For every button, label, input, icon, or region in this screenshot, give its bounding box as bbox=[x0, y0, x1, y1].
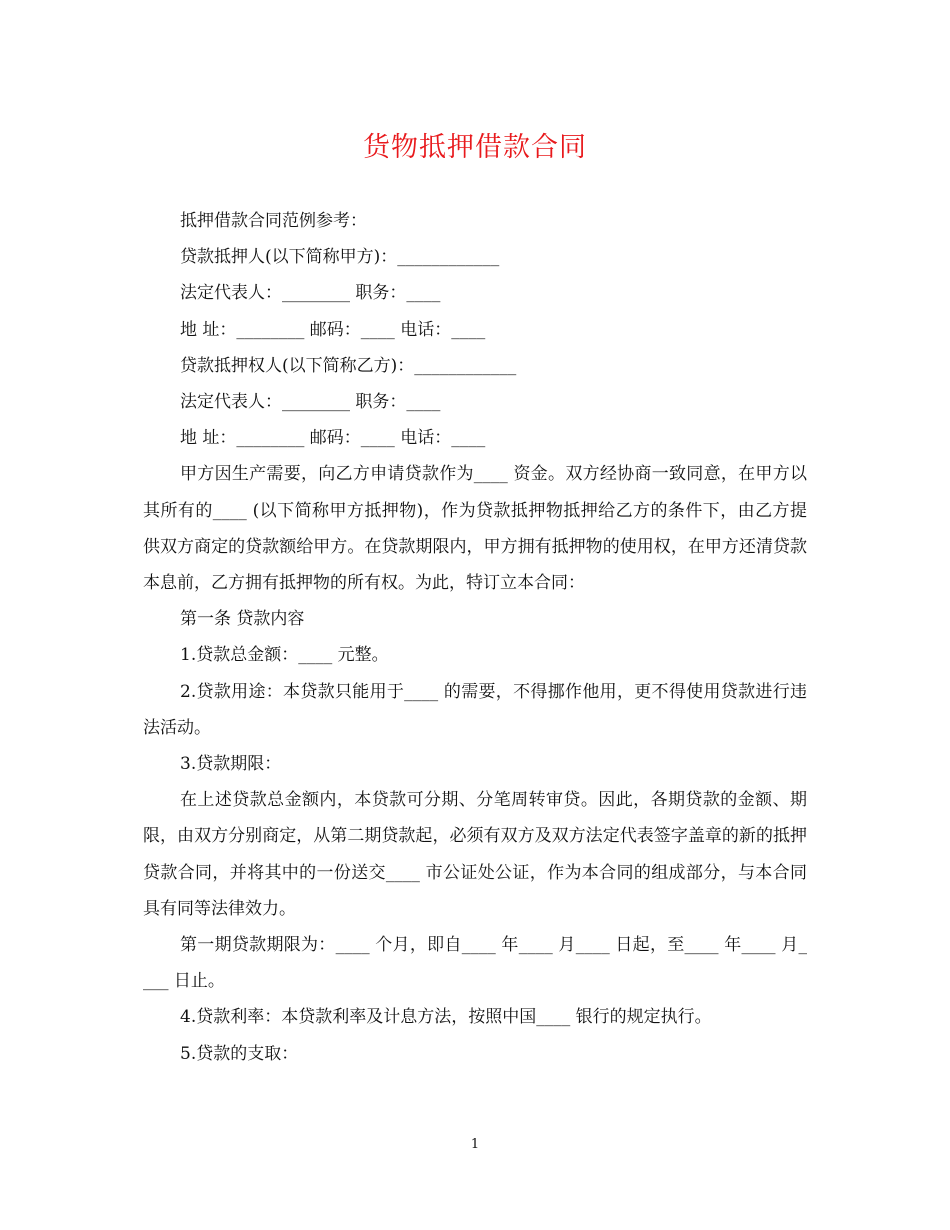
paragraph-party-a-representative: 法定代表人：________ 职务：____ bbox=[180, 283, 441, 304]
paragraph-party-a-address: 地 址：________ 邮码：____ 电话：____ bbox=[180, 319, 486, 340]
document-title: 货物抵押借款合同 bbox=[363, 132, 587, 163]
paragraph-intro: 抵押借款合同范例参考： bbox=[180, 211, 367, 231]
document-body bbox=[143, 203, 807, 1072]
paragraph-interest-rate: 4.贷款利率：本贷款利率及计息方法，按照中国____ 银行的规定执行。 bbox=[180, 1007, 712, 1028]
paragraph-party-b-representative: 法定代表人：________ 职务：____ bbox=[180, 392, 441, 413]
paragraph-first-period: 第一期贷款期限为：____ 个月，即自____ 年____ 月____ 日起，至____ 年____ 月____ 日止。 bbox=[143, 935, 808, 992]
page-number: 1 bbox=[470, 1137, 480, 1152]
paragraph-loan-amount: 1.贷款总金额：____ 元整。 bbox=[180, 645, 389, 666]
paragraph-loan-term-detail: 在上述贷款总金额内，本贷款可分期、分笔周转审贷。因此，各期贷款的金额、期限，由双方分别商定，从第二期贷款起，必须有双方及双方法定代表签字盖章的新的抵押贷款合同，并将其中的一份送交____ 市公证处公证，作为本合同的组成部分，与本合同具有同等法律效力。 bbox=[143, 790, 807, 919]
paragraph-withdrawal: 5.贷款的支取： bbox=[180, 1043, 299, 1064]
paragraph-preamble: 甲方因生产需要，向乙方申请贷款作为____ 资金。双方经协商一致同意，在甲方以其所有的____ (以下简称甲方抵押物)，作为贷款抵押物抵押给乙方的条件下，由乙方提供双方商定的贷款额给甲方。在贷款期限内，甲方拥有抵押物的使用权，在甲方还清贷款本息前，乙方拥有抵押物的所有权。为此，特订立本合同： bbox=[143, 464, 807, 594]
paragraph-party-a: 贷款抵押人(以下简称甲方)：____________ bbox=[180, 247, 500, 268]
paragraph-loan-term-heading: 3.贷款期限： bbox=[180, 754, 282, 775]
paragraph-party-b-address: 地 址：________ 邮码：____ 电话：____ bbox=[180, 428, 486, 449]
paragraph-party-b: 贷款抵押权人(以下简称乙方)：____________ bbox=[180, 355, 517, 376]
paragraph-loan-purpose: 2.贷款用途：本贷款只能用于____ 的需要，不得挪作他用，更不得使用贷款进行违法活动。 bbox=[143, 681, 807, 738]
paragraph-article-1-heading: 第一条 贷款内容 bbox=[180, 609, 305, 630]
